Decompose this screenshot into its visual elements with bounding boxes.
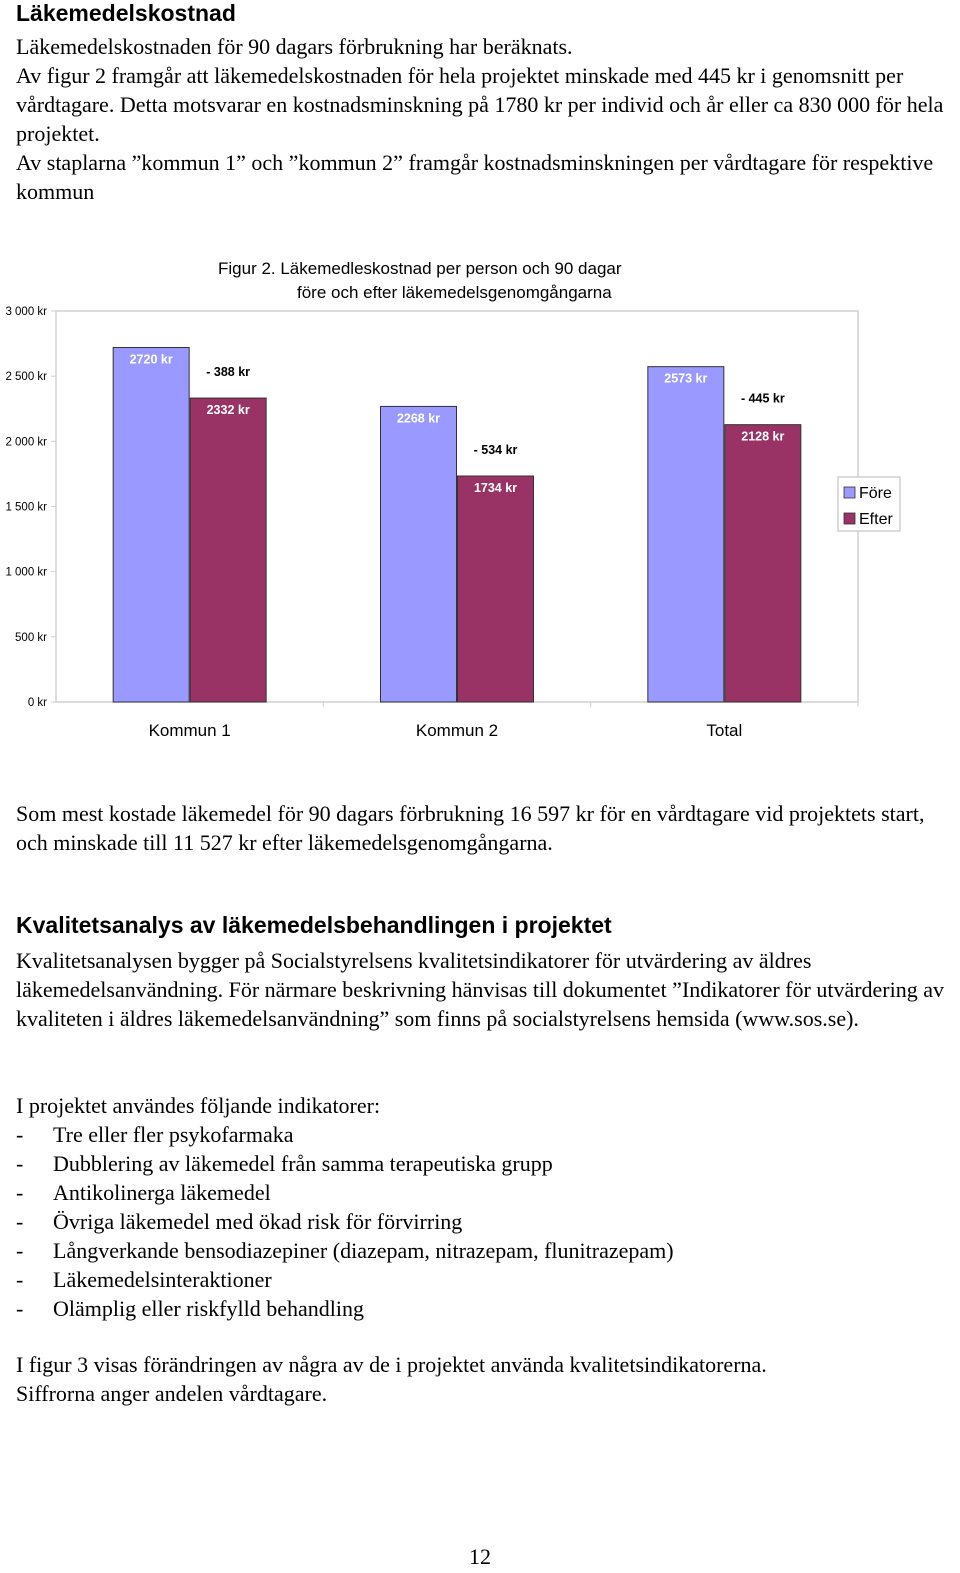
list-item	[16, 1236, 956, 1265]
y-tick-label: 500 kr	[15, 631, 47, 644]
bar-efter-0	[190, 398, 266, 702]
chart-legend	[838, 477, 900, 531]
bar-value-label: 2720 kr	[129, 352, 173, 367]
legend-label: Efter	[859, 511, 893, 528]
bar-value-label: 2332 kr	[206, 403, 250, 418]
intro-paragraph-3: Av staplarna ”kommun 1” och ”kommun 2” framgår kostnadsminskningen per vårdtagare för respektive kommun	[16, 150, 934, 204]
list-dash: -	[16, 1180, 24, 1205]
bar-f-re-1	[381, 406, 457, 702]
bar-efter-1	[458, 476, 534, 702]
list-item-text: Långverkande bensodiazepiner (diazepam, nitrazepam, flunitrazepam)	[53, 1238, 674, 1263]
y-tick-label: 0 kr	[27, 697, 47, 709]
closing-paragraph-1: I figur 3 visas förändringen av några av de i projektet använda kvalitetsindikatorerna.	[16, 1352, 767, 1377]
difference-label: - 445 kr	[740, 391, 785, 406]
difference-label: - 534 kr	[473, 443, 518, 458]
chart-title-line-2: före och efter läkemedelsgenomgångarna	[297, 283, 612, 302]
list-item	[16, 1178, 956, 1207]
list-item-text: Antikolinerga läkemedel	[53, 1180, 271, 1205]
indicator-intro-text: I projektet användes följande indikatorer:	[16, 1093, 381, 1118]
bar-value-label: 2268 kr	[396, 411, 441, 426]
difference-label: - 388 kr	[206, 365, 251, 380]
y-tick-label: 1 000 kr	[5, 566, 47, 579]
indicator-intro	[16, 1091, 956, 1120]
list-dash: -	[16, 1267, 24, 1292]
closing-paragraph-2: Siffrorna anger andelen vårdtagare.	[16, 1381, 328, 1406]
list-item	[16, 1120, 956, 1149]
bar-value-label: 2128 kr	[741, 429, 785, 444]
chart-title	[218, 259, 622, 302]
bar-f-re-2	[648, 367, 724, 702]
bar-f-re-0	[113, 347, 189, 702]
legend-swatch	[844, 513, 855, 524]
chart-title-line-1: Figur 2. Läkemedleskostnad per person och 90 dagar	[218, 259, 622, 278]
y-axis	[5, 306, 56, 709]
bar-value-label: 1734 kr	[473, 481, 518, 496]
page-number: 12	[469, 1544, 491, 1569]
legend-swatch	[844, 487, 855, 498]
y-tick-label: 2 500 kr	[5, 371, 47, 384]
x-category-label: Total	[706, 721, 743, 740]
x-axis	[149, 702, 858, 740]
cost-bar-chart	[0, 240, 960, 760]
cost-summary-paragraph: Som mest kostade läkemedel för 90 dagars förbrukning 16 597 kr för en vårdtagare vid projektets start, och minskade till 11 527 kr efter läkemedelsgenomgångarna.	[16, 801, 925, 855]
y-tick-label: 3 000 kr	[5, 306, 47, 318]
quality-text	[16, 946, 956, 1033]
list-item	[16, 1265, 956, 1294]
list-item	[16, 1294, 956, 1323]
section-heading-lakemedelskostnad: Läkemedelskostnad	[16, 0, 236, 26]
intro-paragraph-2: Av figur 2 framgår att läkemedelskostnaden för hela projektet minskade med 445 kr i genomsnitt per vårdtagare. Detta motsvarar en kostnadsminskning på 1780 kr per individ och år eller ca 830 000 för hela projektet.	[16, 63, 944, 146]
list-dash: -	[16, 1296, 24, 1321]
intro-text	[16, 32, 956, 206]
list-dash: -	[16, 1122, 24, 1147]
legend-label: Före	[859, 485, 892, 502]
cost-summary-text	[16, 799, 956, 857]
list-item	[16, 1207, 956, 1236]
closing-text	[16, 1350, 956, 1408]
list-dash: -	[16, 1151, 24, 1176]
list-item-text: Läkemedelsinteraktioner	[53, 1267, 272, 1292]
list-item-text: Övriga läkemedel med ökad risk för förvirring	[53, 1209, 463, 1234]
list-item-text: Olämplig eller riskfylld behandling	[53, 1296, 364, 1321]
y-tick-label: 1 500 kr	[5, 501, 47, 514]
y-tick-label: 2 000 kr	[5, 436, 47, 449]
list-item	[16, 1149, 956, 1178]
x-category-label: Kommun 1	[148, 721, 231, 740]
list-dash: -	[16, 1209, 24, 1234]
x-category-label: Kommun 2	[415, 721, 499, 740]
list-dash: -	[16, 1238, 24, 1263]
intro-paragraph-1: Läkemedelskostnaden för 90 dagars förbrukning har beräknats.	[16, 34, 573, 59]
section-heading-kvalitetsanalys: Kvalitetsanalys av läkemedelsbehandlingen i projektet	[16, 912, 612, 938]
bar-efter-2	[725, 425, 801, 702]
list-item-text: Tre eller fler psykofarmaka	[53, 1122, 294, 1147]
list-item-text: Dubblering av läkemedel från samma terapeutiska grupp	[53, 1151, 553, 1176]
bar-value-label: 2573 kr	[664, 371, 708, 386]
indicator-list	[16, 1120, 956, 1323]
quality-paragraph: Kvalitetsanalysen bygger på Socialstyrelsens kvalitetsindikatorer för utvärdering av äldres läkemedelsanvändning. För närmare beskrivning hänvisas till dokumentet ”Indikatorer för utvärdering av kvaliteten i äldres läkemedelsanvändning” som finns på socialstyrelsens hemsida (www.sos.se).	[16, 948, 944, 1031]
